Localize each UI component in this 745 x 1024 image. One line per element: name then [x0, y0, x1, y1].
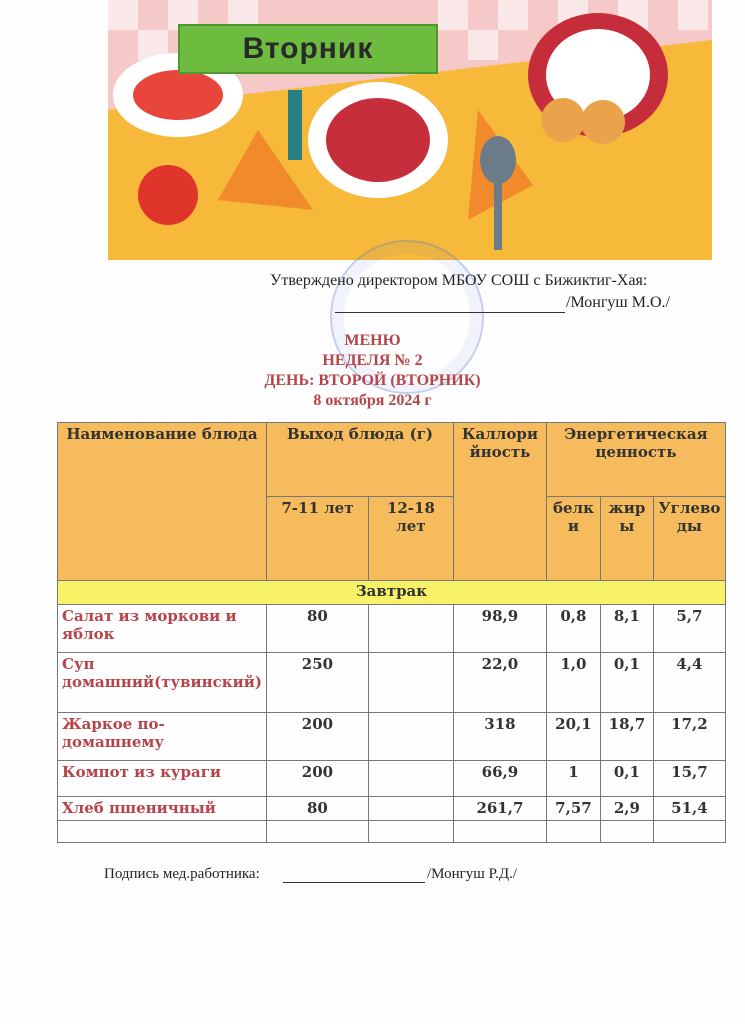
fat: 0,1: [600, 653, 653, 713]
calories: 98,9: [453, 605, 546, 653]
fat: 8,1: [600, 605, 653, 653]
header-energy: Энергетическая ценность: [546, 423, 725, 497]
calories: 22,0: [453, 653, 546, 713]
yield-7-11: 250: [266, 653, 368, 713]
table-row: [58, 605, 726, 653]
menu-table: [57, 422, 726, 843]
header-yield: Выход блюда (г): [266, 423, 453, 497]
table-row: [58, 797, 726, 821]
protein: 20,1: [546, 713, 600, 761]
banner-title: Вторник: [178, 24, 438, 74]
protein: 7,57: [546, 797, 600, 821]
school-stamp: [330, 240, 484, 394]
carbs: 15,7: [653, 761, 725, 797]
header-calories: Каллорийность: [453, 423, 546, 581]
director-signature-line: [335, 312, 565, 313]
dish-name: Суп домашний(тувинский): [58, 653, 267, 713]
carbs: 5,7: [653, 605, 725, 653]
medic-signature-line: [283, 882, 425, 883]
dish-name: Жаркое по-домашнему: [58, 713, 267, 761]
yield-7-11: 80: [266, 797, 368, 821]
yield-12-18: [368, 605, 453, 653]
yield-12-18: [368, 653, 453, 713]
protein: 1,0: [546, 653, 600, 713]
dish-name: Хлеб пшеничный: [58, 797, 267, 821]
calories: 261,7: [453, 797, 546, 821]
menu-date: 8 октября 2024 г: [313, 392, 432, 409]
protein: 1: [546, 761, 600, 797]
table-row: [58, 761, 726, 797]
medic-name: /Монгуш Р.Д./: [427, 866, 517, 882]
yield-7-11: 80: [266, 605, 368, 653]
day-label: ДЕНЬ: ВТОРОЙ (ВТОРНИК): [264, 372, 481, 389]
header-age-7-11: 7-11 лет: [266, 497, 368, 581]
medic-signature-label: Подпись мед.работника:: [104, 866, 260, 882]
protein: 0,8: [546, 605, 600, 653]
header-age-12-18: 12-18 лет: [368, 497, 453, 581]
header-fat: жиры: [600, 497, 653, 581]
empty-row: [58, 821, 726, 843]
calories: 318: [453, 713, 546, 761]
section-breakfast: Завтрак: [58, 581, 726, 605]
fat: 0,1: [600, 761, 653, 797]
yield-12-18: [368, 797, 453, 821]
dish-name: Компот из кураги: [58, 761, 267, 797]
yield-7-11: 200: [266, 761, 368, 797]
fat: 2,9: [600, 797, 653, 821]
header-name: Наименование блюда: [58, 423, 267, 581]
approval-text: Утверждено директором МБОУ СОШ с Бижиктиг-Хая:: [270, 272, 648, 289]
table-row: [58, 713, 726, 761]
table-row: [58, 653, 726, 713]
calories: 66,9: [453, 761, 546, 797]
yield-7-11: 200: [266, 713, 368, 761]
yield-12-18: [368, 713, 453, 761]
header-carbs: Углеводы: [653, 497, 725, 581]
carbs: 4,4: [653, 653, 725, 713]
carbs: 51,4: [653, 797, 725, 821]
yield-12-18: [368, 761, 453, 797]
dish-name: Салат из моркови и яблок: [58, 605, 267, 653]
header-protein: белки: [546, 497, 600, 581]
director-name: /Монгуш М.О./: [566, 294, 670, 311]
menu-title: МЕНЮ: [344, 332, 401, 349]
week-number: НЕДЕЛЯ № 2: [322, 352, 423, 369]
carbs: 17,2: [653, 713, 725, 761]
fat: 18,7: [600, 713, 653, 761]
